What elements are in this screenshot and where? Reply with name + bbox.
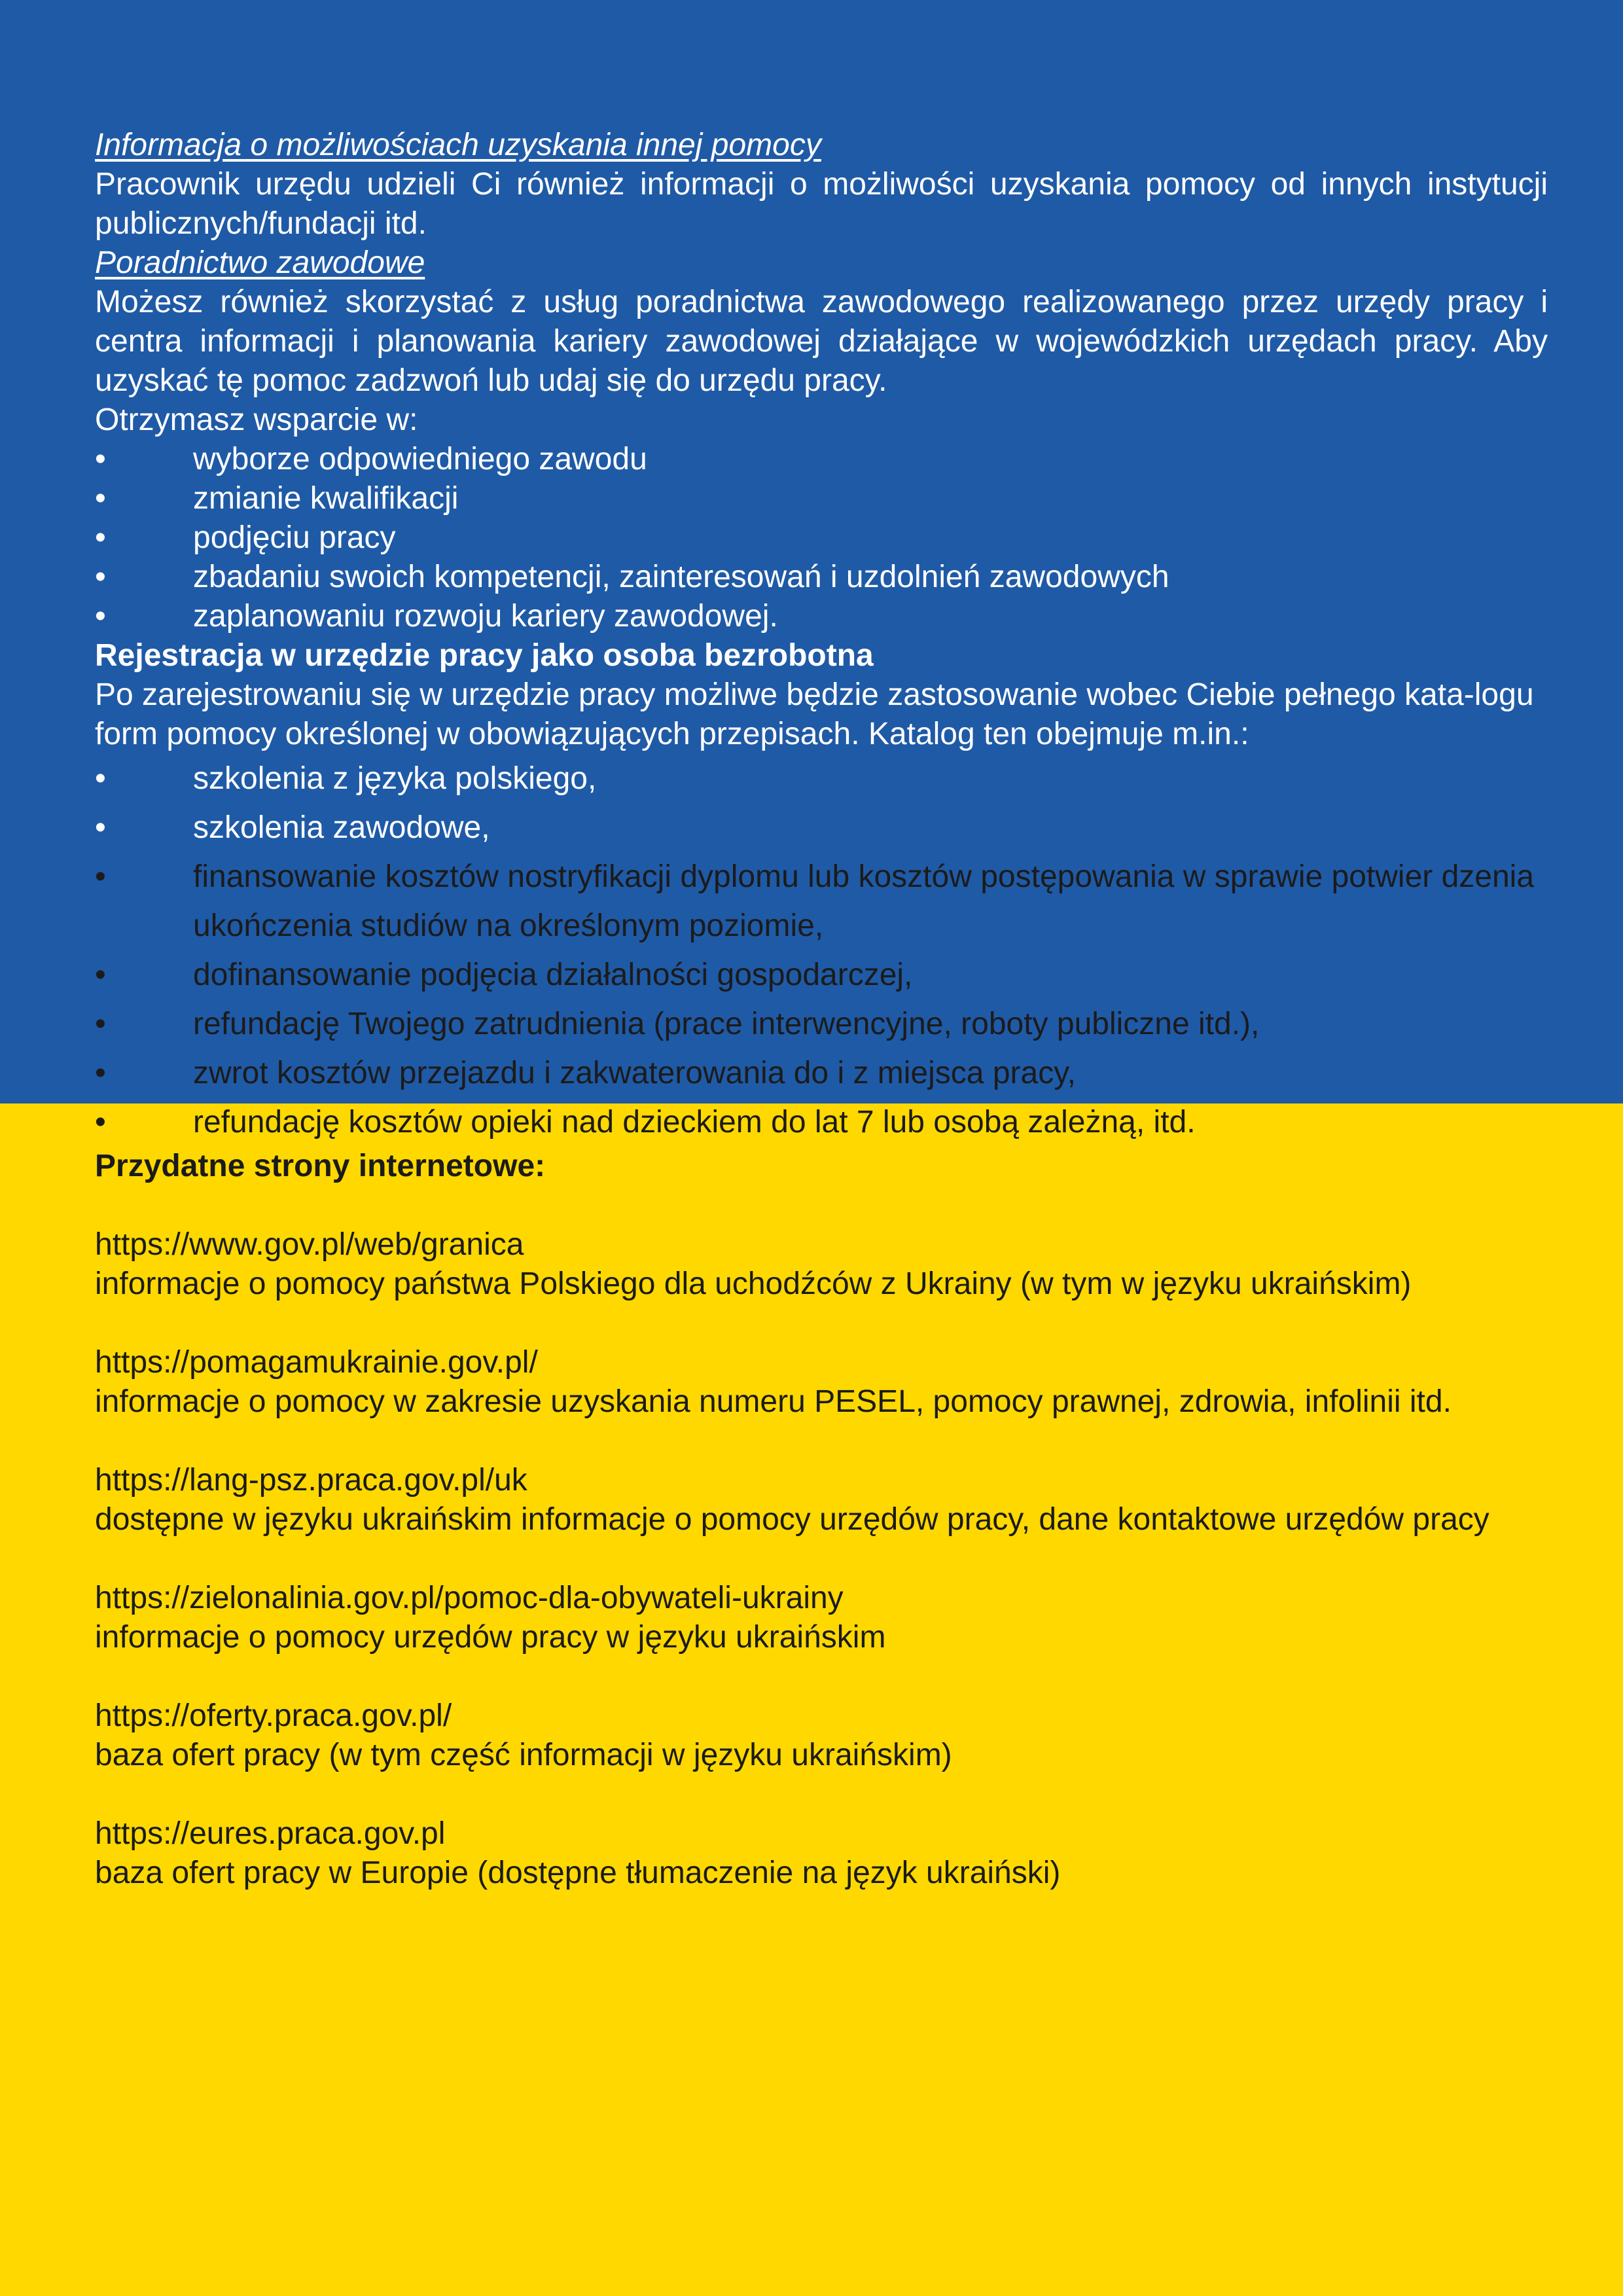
other-help-heading: Informacja o możliwościach uzyskania innej pomocy	[95, 128, 821, 162]
website-link[interactable]: https://pomagamukrainie.gov.pl/	[95, 1345, 538, 1380]
website-link[interactable]: https://zielonalinia.gov.pl/pomoc-dla-obywateli-ukrainy	[95, 1581, 844, 1615]
list-item: • refundację kosztów opieki nad dzieckiem do lat 7 lub osobą zależną, itd.	[95, 1098, 1548, 1147]
other-help-text: Pracownik urzędu udzieli Ci również informacji o możliwości uzyskania pomocy od innych instytucji publicznych/fundacji itd.	[95, 167, 1548, 241]
list-item: • szkolenia zawodowe,	[95, 803, 1548, 852]
website-description: dostępne w języku ukraińskim informacje o pomocy urzędów pracy, dane kontaktowe urzędów pracy	[95, 1502, 1489, 1537]
bullet-icon: •	[95, 599, 106, 634]
website-description: informacje o pomocy państwa Polskiego dla uchodźców z Ukrainy (w tym w języku ukraińskim)	[95, 1266, 1412, 1301]
bullet-icon: •	[95, 1056, 106, 1090]
bullet-icon: •	[95, 958, 106, 992]
list-item: • dofinansowanie podjęcia działalności gospodarczej,	[95, 950, 1548, 999]
website-description: baza ofert pracy (w tym część informacji w języku ukraińskim)	[95, 1738, 952, 1772]
website-link[interactable]: https://oferty.praca.gov.pl/	[95, 1698, 452, 1733]
registration-heading: Rejestracja w urzędzie pracy jako osoba bezrobotna	[95, 638, 874, 673]
bullet-icon: •	[95, 1007, 106, 1041]
website-link[interactable]: https://eures.praca.gov.pl	[95, 1816, 446, 1851]
document-content	[95, 126, 1548, 1893]
website-entry	[95, 1225, 1548, 1304]
list-item: • zwrot kosztów przejazdu i zakwaterowania do i z miejsca pracy,	[95, 1049, 1548, 1098]
bullet-icon: •	[95, 1105, 106, 1139]
website-entry	[95, 1461, 1548, 1539]
website-description: informacje o pomocy urzędów pracy w języku ukraińskim	[95, 1620, 886, 1655]
list-item: • zmianie kwalifikacji	[95, 479, 1548, 518]
support-list	[95, 440, 1548, 636]
list-item: • finansowanie kosztów nostryfikacji dyplomu lub kosztów postępowania w sprawie potwier dzenia ukończenia studiów na określonym poziomie,	[95, 852, 1548, 950]
bullet-icon: •	[95, 560, 106, 594]
bullet-icon: •	[95, 481, 106, 516]
website-description: baza ofert pracy w Europie (dostępne tłumaczenie na język ukraiński)	[95, 1856, 1061, 1890]
bullet-icon: •	[95, 520, 106, 555]
counseling-text: Możesz również skorzystać z usług poradnictwa zawodowego realizowanego przez urzędy pracy i centra informacji i planowania kariery zawodowej działające w wojewódzkich urzędach pracy. Aby uzyskać tę pomoc zadzwoń lub udaj się do urzędu pracy.	[95, 285, 1548, 398]
website-entry	[95, 1814, 1548, 1893]
registration-text: Po zarejestrowaniu się w urzędzie pracy możliwe będzie zastosowanie wobec Ciebie pełnego kata-logu form pomocy określonej w obowiązujących przepisach. Katalog ten obejmuje m.in.:	[95, 677, 1534, 751]
bullet-icon: •	[95, 442, 106, 476]
websites-heading: Przydatne strony internetowe:	[95, 1149, 546, 1183]
counseling-heading: Poradnictwo zawodowe	[95, 245, 425, 280]
support-intro: Otrzymasz wsparcie w:	[95, 403, 418, 437]
website-description: informacje o pomocy w zakresie uzyskania numeru PESEL, pomocy prawnej, zdrowia, infolinii itd.	[95, 1384, 1452, 1419]
list-item: • zbadaniu swoich kompetencji, zainteresowań i uzdolnień zawodowych	[95, 558, 1548, 597]
list-item: • szkolenia z języka polskiego,	[95, 754, 1548, 803]
website-entry	[95, 1696, 1548, 1775]
list-item: • podjęciu pracy	[95, 518, 1548, 558]
list-item: • zaplanowaniu rozwoju kariery zawodowej.	[95, 597, 1548, 636]
bullet-icon: •	[95, 859, 106, 894]
website-link[interactable]: https://www.gov.pl/web/granica	[95, 1227, 524, 1262]
list-item: • wyborze odpowiedniego zawodu	[95, 440, 1548, 479]
website-entry	[95, 1343, 1548, 1422]
website-link[interactable]: https://lang-psz.praca.gov.pl/uk	[95, 1463, 527, 1498]
bullet-icon: •	[95, 761, 106, 796]
bullet-icon: •	[95, 810, 106, 845]
catalog-list	[95, 754, 1548, 1147]
website-entry	[95, 1579, 1548, 1657]
useful-websites-section	[95, 1147, 1548, 1893]
list-item: • refundację Twojego zatrudnienia (prace interwencyjne, roboty publiczne itd.),	[95, 999, 1548, 1049]
